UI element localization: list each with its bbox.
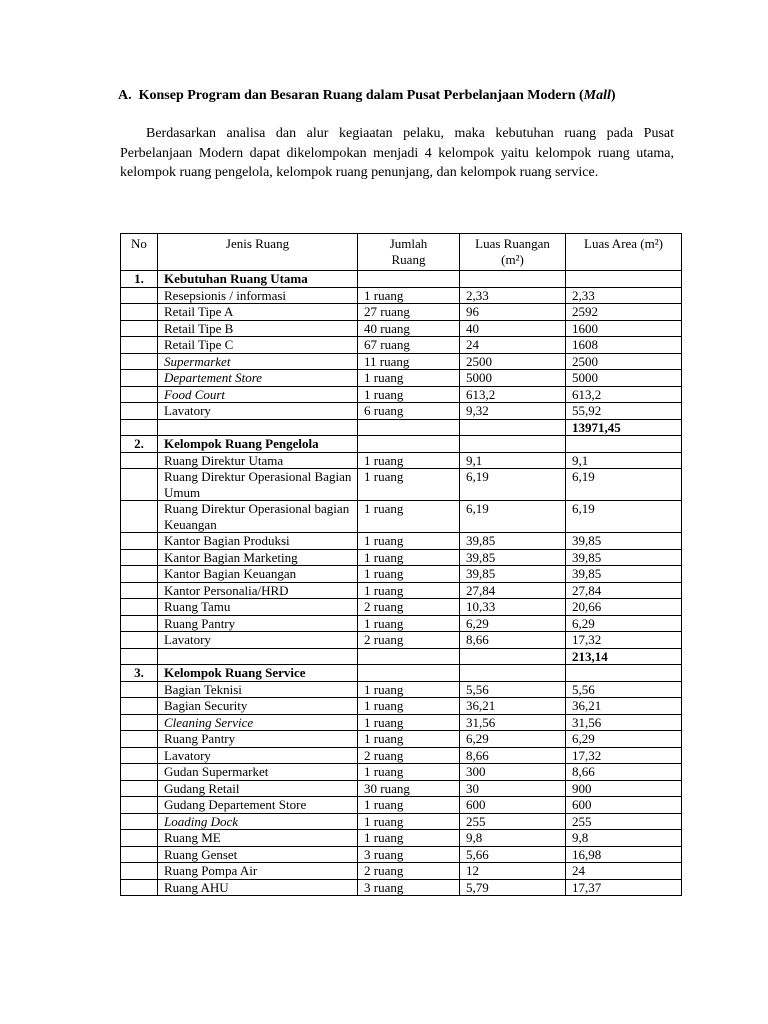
room-area: 6,29 <box>460 731 566 748</box>
table-row <box>121 863 682 880</box>
total-area: 6,19 <box>566 501 682 533</box>
total-area: 613,2 <box>566 386 682 403</box>
room-area: 600 <box>460 797 566 814</box>
row-number <box>121 681 158 698</box>
table-row <box>121 320 682 337</box>
room-name: Ruang Pantry <box>158 731 358 748</box>
row-number <box>121 698 158 715</box>
row-number <box>121 452 158 469</box>
row-number <box>121 714 158 731</box>
empty-cell <box>158 648 358 665</box>
room-count: 30 ruang <box>358 780 460 797</box>
total-area: 55,92 <box>566 403 682 420</box>
total-area: 6,19 <box>566 469 682 501</box>
total-area: 900 <box>566 780 682 797</box>
room-area: 27,84 <box>460 582 566 599</box>
room-count: 1 ruang <box>358 813 460 830</box>
section-marker: A. <box>118 88 132 103</box>
row-number <box>121 830 158 847</box>
row-number <box>121 747 158 764</box>
total-area: 255 <box>566 813 682 830</box>
row-number <box>121 304 158 321</box>
subtotal-value: 213,14 <box>566 648 682 665</box>
room-count: 1 ruang <box>358 615 460 632</box>
total-area: 31,56 <box>566 714 682 731</box>
room-count: 3 ruang <box>358 879 460 896</box>
total-area: 8,66 <box>566 764 682 781</box>
total-area: 5000 <box>566 370 682 387</box>
row-number <box>121 353 158 370</box>
room-name: Lavatory <box>158 403 358 420</box>
total-area: 36,21 <box>566 698 682 715</box>
empty-cell <box>358 419 460 436</box>
room-count: 1 ruang <box>358 681 460 698</box>
room-area: 5,79 <box>460 879 566 896</box>
room-name: Bagian Teknisi <box>158 681 358 698</box>
group-row <box>121 665 682 682</box>
table-row <box>121 780 682 797</box>
table-row <box>121 813 682 830</box>
table-row <box>121 797 682 814</box>
total-area: 39,85 <box>566 549 682 566</box>
row-number <box>121 287 158 304</box>
empty-cell <box>358 665 460 682</box>
row-number <box>121 337 158 354</box>
row-number <box>121 797 158 814</box>
table-row <box>121 698 682 715</box>
room-name: Food Court <box>158 386 358 403</box>
table-row <box>121 714 682 731</box>
row-number <box>121 469 158 501</box>
total-area: 27,84 <box>566 582 682 599</box>
room-area: 39,85 <box>460 566 566 583</box>
empty-cell <box>121 419 158 436</box>
row-number <box>121 533 158 550</box>
room-count: 1 ruang <box>358 764 460 781</box>
room-name: Gudang Departement Store <box>158 797 358 814</box>
table-header-row <box>121 234 682 271</box>
section-title-close: ) <box>610 88 616 103</box>
section-heading <box>118 88 616 104</box>
group-title: Kelompok Ruang Service <box>158 665 358 682</box>
empty-cell <box>566 665 682 682</box>
room-name: Ruang Direktur Operasional Bagian Umum <box>158 469 358 501</box>
row-number <box>121 549 158 566</box>
table-row <box>121 599 682 616</box>
room-name: Retail Tipe C <box>158 337 358 354</box>
room-count: 1 ruang <box>358 566 460 583</box>
table-row <box>121 549 682 566</box>
room-count: 1 ruang <box>358 469 460 501</box>
intro-paragraph: Berdasarkan analisa dan alur kegiaatan pelaku, maka kebutuhan ruang pada Pusat Perbelanjaan Modern dapat dikelompokan menjadi 4 kelompok yaitu kelompok ruang utama, kelompok ruang pengelola, kelompok ruang penunjang, dan kelompok ruang service. <box>120 126 674 180</box>
room-name: Kantor Bagian Marketing <box>158 549 358 566</box>
room-name: Bagian Security <box>158 698 358 715</box>
row-number <box>121 386 158 403</box>
total-area: 17,32 <box>566 747 682 764</box>
room-name: Cleaning Service <box>158 714 358 731</box>
room-name: Ruang Pompa Air <box>158 863 358 880</box>
table-row <box>121 879 682 896</box>
row-number <box>121 731 158 748</box>
table-row <box>121 386 682 403</box>
row-number <box>121 632 158 649</box>
empty-cell <box>566 436 682 453</box>
room-name: Loading Dock <box>158 813 358 830</box>
room-area: 8,66 <box>460 747 566 764</box>
room-count: 1 ruang <box>358 797 460 814</box>
total-area: 6,29 <box>566 615 682 632</box>
table-row <box>121 287 682 304</box>
room-count: 1 ruang <box>358 698 460 715</box>
header-jumlah-line2: Ruang <box>391 252 426 267</box>
room-area: 40 <box>460 320 566 337</box>
room-name: Kantor Personalia/HRD <box>158 582 358 599</box>
room-count: 1 ruang <box>358 452 460 469</box>
header-jenis-ruang: Jenis Ruang <box>158 234 358 271</box>
table-row <box>121 304 682 321</box>
room-name: Ruang ME <box>158 830 358 847</box>
room-area: 300 <box>460 764 566 781</box>
room-area: 6,29 <box>460 615 566 632</box>
room-name: Ruang AHU <box>158 879 358 896</box>
subtotal-value: 13971,45 <box>566 419 682 436</box>
empty-cell <box>158 419 358 436</box>
room-name: Ruang Pantry <box>158 615 358 632</box>
room-area: 9,32 <box>460 403 566 420</box>
row-number <box>121 846 158 863</box>
room-area: 10,33 <box>460 599 566 616</box>
room-name: Ruang Tamu <box>158 599 358 616</box>
row-number <box>121 566 158 583</box>
group-title: Kebutuhan Ruang Utama <box>158 271 358 288</box>
total-area: 24 <box>566 863 682 880</box>
table-row <box>121 846 682 863</box>
room-name: Ruang Direktur Utama <box>158 452 358 469</box>
group-number: 2. <box>121 436 158 453</box>
room-name: Retail Tipe B <box>158 320 358 337</box>
group-title: Kelompok Ruang Pengelola <box>158 436 358 453</box>
room-count: 1 ruang <box>358 582 460 599</box>
room-count: 3 ruang <box>358 846 460 863</box>
empty-cell <box>358 648 460 665</box>
table-row <box>121 764 682 781</box>
row-number <box>121 879 158 896</box>
row-number <box>121 403 158 420</box>
room-area: 24 <box>460 337 566 354</box>
total-area: 2,33 <box>566 287 682 304</box>
table-row <box>121 533 682 550</box>
empty-cell <box>358 436 460 453</box>
total-area: 16,98 <box>566 846 682 863</box>
total-area: 600 <box>566 797 682 814</box>
row-number <box>121 582 158 599</box>
total-area: 39,85 <box>566 566 682 583</box>
room-count: 1 ruang <box>358 714 460 731</box>
table-row <box>121 681 682 698</box>
section-title-italic: Mall <box>583 88 611 103</box>
empty-cell <box>460 648 566 665</box>
table-row <box>121 747 682 764</box>
empty-cell <box>460 419 566 436</box>
room-area: 5,56 <box>460 681 566 698</box>
room-count: 27 ruang <box>358 304 460 321</box>
header-luas-area: Luas Area (m²) <box>566 234 682 271</box>
table-row <box>121 403 682 420</box>
table-row <box>121 582 682 599</box>
room-area: 6,19 <box>460 469 566 501</box>
group-row <box>121 271 682 288</box>
total-area: 39,85 <box>566 533 682 550</box>
total-area: 6,29 <box>566 731 682 748</box>
total-area: 9,8 <box>566 830 682 847</box>
group-number: 3. <box>121 665 158 682</box>
table-row <box>121 452 682 469</box>
total-area: 1600 <box>566 320 682 337</box>
room-name: Departement Store <box>158 370 358 387</box>
row-number <box>121 501 158 533</box>
table-body <box>121 271 682 896</box>
room-count: 1 ruang <box>358 549 460 566</box>
subtotal-row <box>121 419 682 436</box>
room-count: 67 ruang <box>358 337 460 354</box>
empty-cell <box>121 648 158 665</box>
room-name: Ruang Genset <box>158 846 358 863</box>
total-area: 2592 <box>566 304 682 321</box>
header-jumlah-ruang <box>358 234 460 271</box>
room-area: 5000 <box>460 370 566 387</box>
total-area: 17,32 <box>566 632 682 649</box>
room-area: 96 <box>460 304 566 321</box>
empty-cell <box>358 271 460 288</box>
row-number <box>121 863 158 880</box>
room-area: 8,66 <box>460 632 566 649</box>
row-number <box>121 599 158 616</box>
room-area: 31,56 <box>460 714 566 731</box>
table-row <box>121 615 682 632</box>
room-area: 30 <box>460 780 566 797</box>
room-program-table <box>120 233 682 896</box>
room-count: 1 ruang <box>358 533 460 550</box>
row-number <box>121 370 158 387</box>
room-count: 1 ruang <box>358 830 460 847</box>
row-number <box>121 813 158 830</box>
room-name: Lavatory <box>158 632 358 649</box>
header-jumlah-line1: Jumlah <box>389 236 428 251</box>
room-name: Ruang Direktur Operasional bagian Keuangan <box>158 501 358 533</box>
room-count: 1 ruang <box>358 287 460 304</box>
row-number <box>121 780 158 797</box>
row-number <box>121 320 158 337</box>
table-row <box>121 370 682 387</box>
room-count: 1 ruang <box>358 731 460 748</box>
room-name: Kantor Bagian Produksi <box>158 533 358 550</box>
room-area: 9,1 <box>460 452 566 469</box>
room-name: Resepsionis / informasi <box>158 287 358 304</box>
room-name: Gudang Retail <box>158 780 358 797</box>
total-area: 17,37 <box>566 879 682 896</box>
total-area: 1608 <box>566 337 682 354</box>
header-no: No <box>121 234 158 271</box>
subtotal-row <box>121 648 682 665</box>
table-row <box>121 566 682 583</box>
room-count: 1 ruang <box>358 370 460 387</box>
room-name: Lavatory <box>158 747 358 764</box>
room-area: 39,85 <box>460 533 566 550</box>
total-area: 9,1 <box>566 452 682 469</box>
room-area: 2500 <box>460 353 566 370</box>
table-row <box>121 731 682 748</box>
section-title: Konsep Program dan Besaran Ruang dalam Pusat Perbelanjaan Modern ( <box>138 88 584 103</box>
header-luas-ruangan <box>460 234 566 271</box>
room-area: 39,85 <box>460 549 566 566</box>
total-area: 2500 <box>566 353 682 370</box>
total-area: 5,56 <box>566 681 682 698</box>
room-area: 36,21 <box>460 698 566 715</box>
table-row <box>121 337 682 354</box>
room-area: 6,19 <box>460 501 566 533</box>
empty-cell <box>566 271 682 288</box>
room-count: 2 ruang <box>358 747 460 764</box>
table-row <box>121 353 682 370</box>
room-area: 9,8 <box>460 830 566 847</box>
empty-cell <box>460 665 566 682</box>
room-area: 5,66 <box>460 846 566 863</box>
table-row <box>121 830 682 847</box>
room-name: Supermarket <box>158 353 358 370</box>
header-luas-ruangan-line2: (m²) <box>501 252 524 267</box>
room-area: 2,33 <box>460 287 566 304</box>
room-count: 2 ruang <box>358 863 460 880</box>
room-count: 2 ruang <box>358 599 460 616</box>
empty-cell <box>460 436 566 453</box>
room-count: 11 ruang <box>358 353 460 370</box>
room-area: 12 <box>460 863 566 880</box>
room-area: 255 <box>460 813 566 830</box>
room-name: Kantor Bagian Keuangan <box>158 566 358 583</box>
empty-cell <box>460 271 566 288</box>
room-count: 2 ruang <box>358 632 460 649</box>
room-count: 1 ruang <box>358 501 460 533</box>
table-row <box>121 469 682 501</box>
row-number <box>121 764 158 781</box>
group-number: 1. <box>121 271 158 288</box>
table-row <box>121 501 682 533</box>
header-luas-ruangan-line1: Luas Ruangan <box>475 236 550 251</box>
room-area: 613,2 <box>460 386 566 403</box>
room-count: 40 ruang <box>358 320 460 337</box>
group-row <box>121 436 682 453</box>
room-name: Gudan Supermarket <box>158 764 358 781</box>
room-name: Retail Tipe A <box>158 304 358 321</box>
row-number <box>121 615 158 632</box>
room-count: 6 ruang <box>358 403 460 420</box>
table-row <box>121 632 682 649</box>
room-count: 1 ruang <box>358 386 460 403</box>
total-area: 20,66 <box>566 599 682 616</box>
